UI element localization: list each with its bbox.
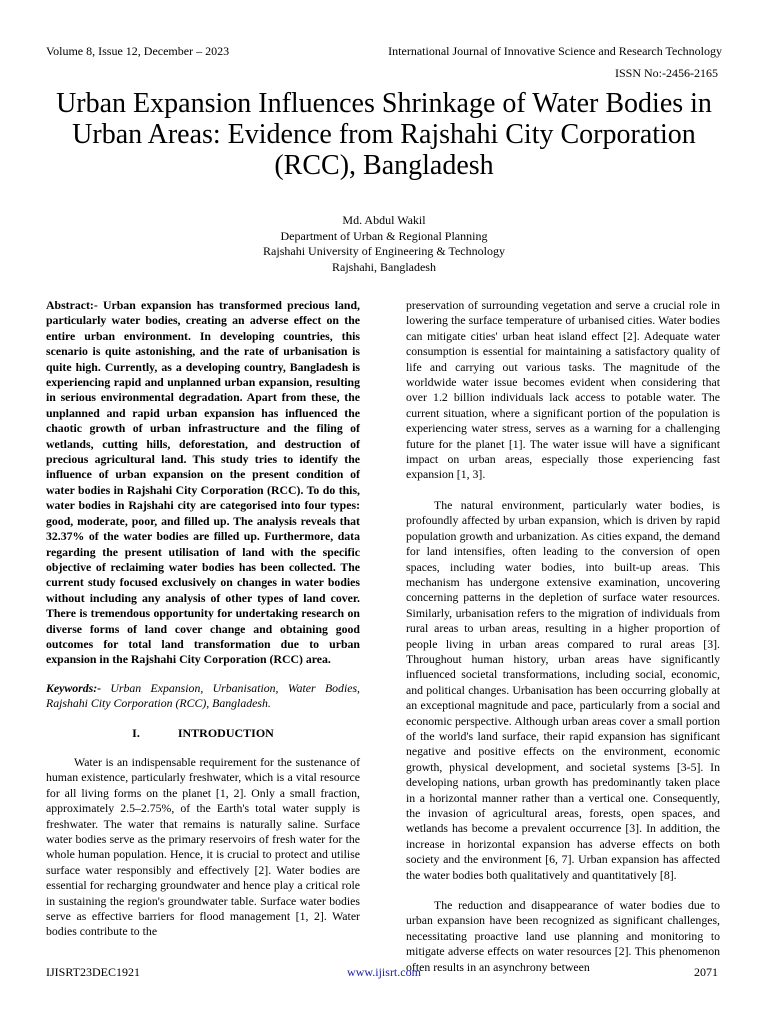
journal-website-link[interactable]: www.ijisrt.com [347,965,421,979]
body-paragraph: The reduction and disappearance of water bodies due to urban expansion have been recognized as significant challenges, necessitating proactive land use planning and monitoring to mitigate adverse effects on water resources [2]. This phenomenon often results in an asynchrony between [406,898,720,974]
author-location: Rajshahi, Bangladesh [332,259,436,274]
body-paragraph: The natural environment, particularly water bodies, is profoundly affected by urban expansion, which is driven by rapid population growth and urbanization. As cities expand, the demand for land intensifies, often leading to the conversion of open spaces, including water bodies, into built-up areas. This mechanism has undergone extensive examination, uncovering concerning patterns in the depletion of surface water resources. Similarly, urbanisation refers to the migration of individuals from rural areas to urban areas, resulting in a higher proportion of people living in urban areas compared to rural areas [3]. Throughout human history, urban areas have significantly influenced societal transformations, including social, economic, and political changes. Urbanisation has been occurring globally at an exceptional magnitude and pace, particularly from a social and economic perspective. Although urban areas cover a small portion of the world's land surface, their rapid expansion has significant negative and positive effects on the environment, economic growth, physical development, and societal systems [3-5]. In developing nations, urban growth has predominantly taken place in a horizontal manner rather than a vertical one. Consequently, the invasion of agricultural areas, forests, open spaces, and wetlands has become a prevalent occurrence [3]. In addition, the increase in horizontal expansion has adverse effects on both society and the environment [6, 7]. Urban expansion has affected the water bodies both qualitatively and quantitatively [8]. [406,497,720,882]
section-title: INTRODUCTION [177,725,274,740]
author-university: Rajshahi University of Engineering & Technology [263,244,505,258]
intro-paragraph: Water is an indispensable requirement for the sustenance of human existence, particularly freshwater, which is a vital resource for all living forms on the planet [1, 2]. Only a small fraction, approximately 2.5–2.75%, of the Earth's total water supply is freshwater. The water that remains is naturally saline. Surface water bodies serve as the primary reservoirs of fresh water for the whole human population. Hence, it is crucial to protect and utilise surface water responsibly and effectively [2]. Water bodies are essential for recharging groundwater and hence play a critical role in sustaining the region's groundwater table. Surface water bodies serve as effective barriers for flood management [1, 2]. Water bodies contribute to the [46,754,360,939]
author-name: Md. Abdul Wakil [342,213,426,227]
issn: ISSN No:-2456-2165 [614,66,718,80]
journal-name: International Journal of Innovative Science and Research Technology [388,44,722,58]
section-number: I. [132,725,140,740]
body-paragraph: preservation of surrounding vegetation and serve a crucial role in lowering the surface temperature of urbanised cities. Water bodies can mitigate cities' urban heat island effect [2]. Adequate water consumption is essential for maintaining a satisfactory quality of life and carrying out various tasks. The magnitude of the worldwide water issue becomes evident when considering that over 1.2 billion individuals lack access to potable water. The current situation, where a significant portion of the population is experiencing water stress, serves as a warning for a challenging future for the planet [1]. The water issue will have a significant impact on urban areas, especially those experiencing fast expansion [1, 3]. [406,298,720,482]
author-department: Department of Urban & Regional Planning [280,228,488,243]
section-heading [46,726,360,741]
keywords-label: Keywords:- [46,680,102,695]
volume-issue: Volume 8, Issue 12, December – 2023 [46,44,230,58]
keywords [46,681,360,712]
page-number: 2071 [694,965,718,979]
abstract: Abstract:- Urban expansion has transformed precious land, particularly water bodies, creating an adverse effect on the entire urban environment. In developing countries, this scenario is quite astonishing, and the rate of urbanisation is quite high. Currently, as a developing country, Bangladesh is experiencing rapid and unplanned urban expansion, resulting in serious environmental degradation. Apart from these, the unplanned and rapid urban expansion has influenced the chaotic growth of urban infrastructure and the filing of wetlands, cutting hills, deforestation, and destruction of precious agricultural land. This study tries to identify the influence of urban expansion on the present condition of water bodies in Rajshahi City Corporation (RCC). To do this, water bodies in Rajshahi city are categorised into four types: good, moderate, poor, and filled up. The analysis reveals that 32.37% of the water bodies are filled up. Furthermore, data regarding the present utilisation of land with the specific objective of reclaiming water bodies has been collected. The current study focused exclusively on changes in water bodies without including any analysis of other types of land cover. There is tremendous opportunity for undertaking research on diverse forms of land cover change and obtaining good outcomes for total land transformation due to urban expansion in the Rajshahi City Corporation (RCC) area. [46,298,360,667]
keywords-text: Urban Expansion, Urbanisation, Water Bodies, Rajshahi City Corporation (RCC), Bangladesh. [46,680,360,711]
paper-title: Urban Expansion Influences Shrinkage of Water Bodies in Urban Areas: Evidence from Rajshahi City Corporation (RCC), Bangladesh [56,88,712,181]
left-column [46,298,360,940]
paper-id: IJISRT23DEC1921 [46,965,140,979]
right-column [406,298,720,975]
author-block [0,213,768,275]
